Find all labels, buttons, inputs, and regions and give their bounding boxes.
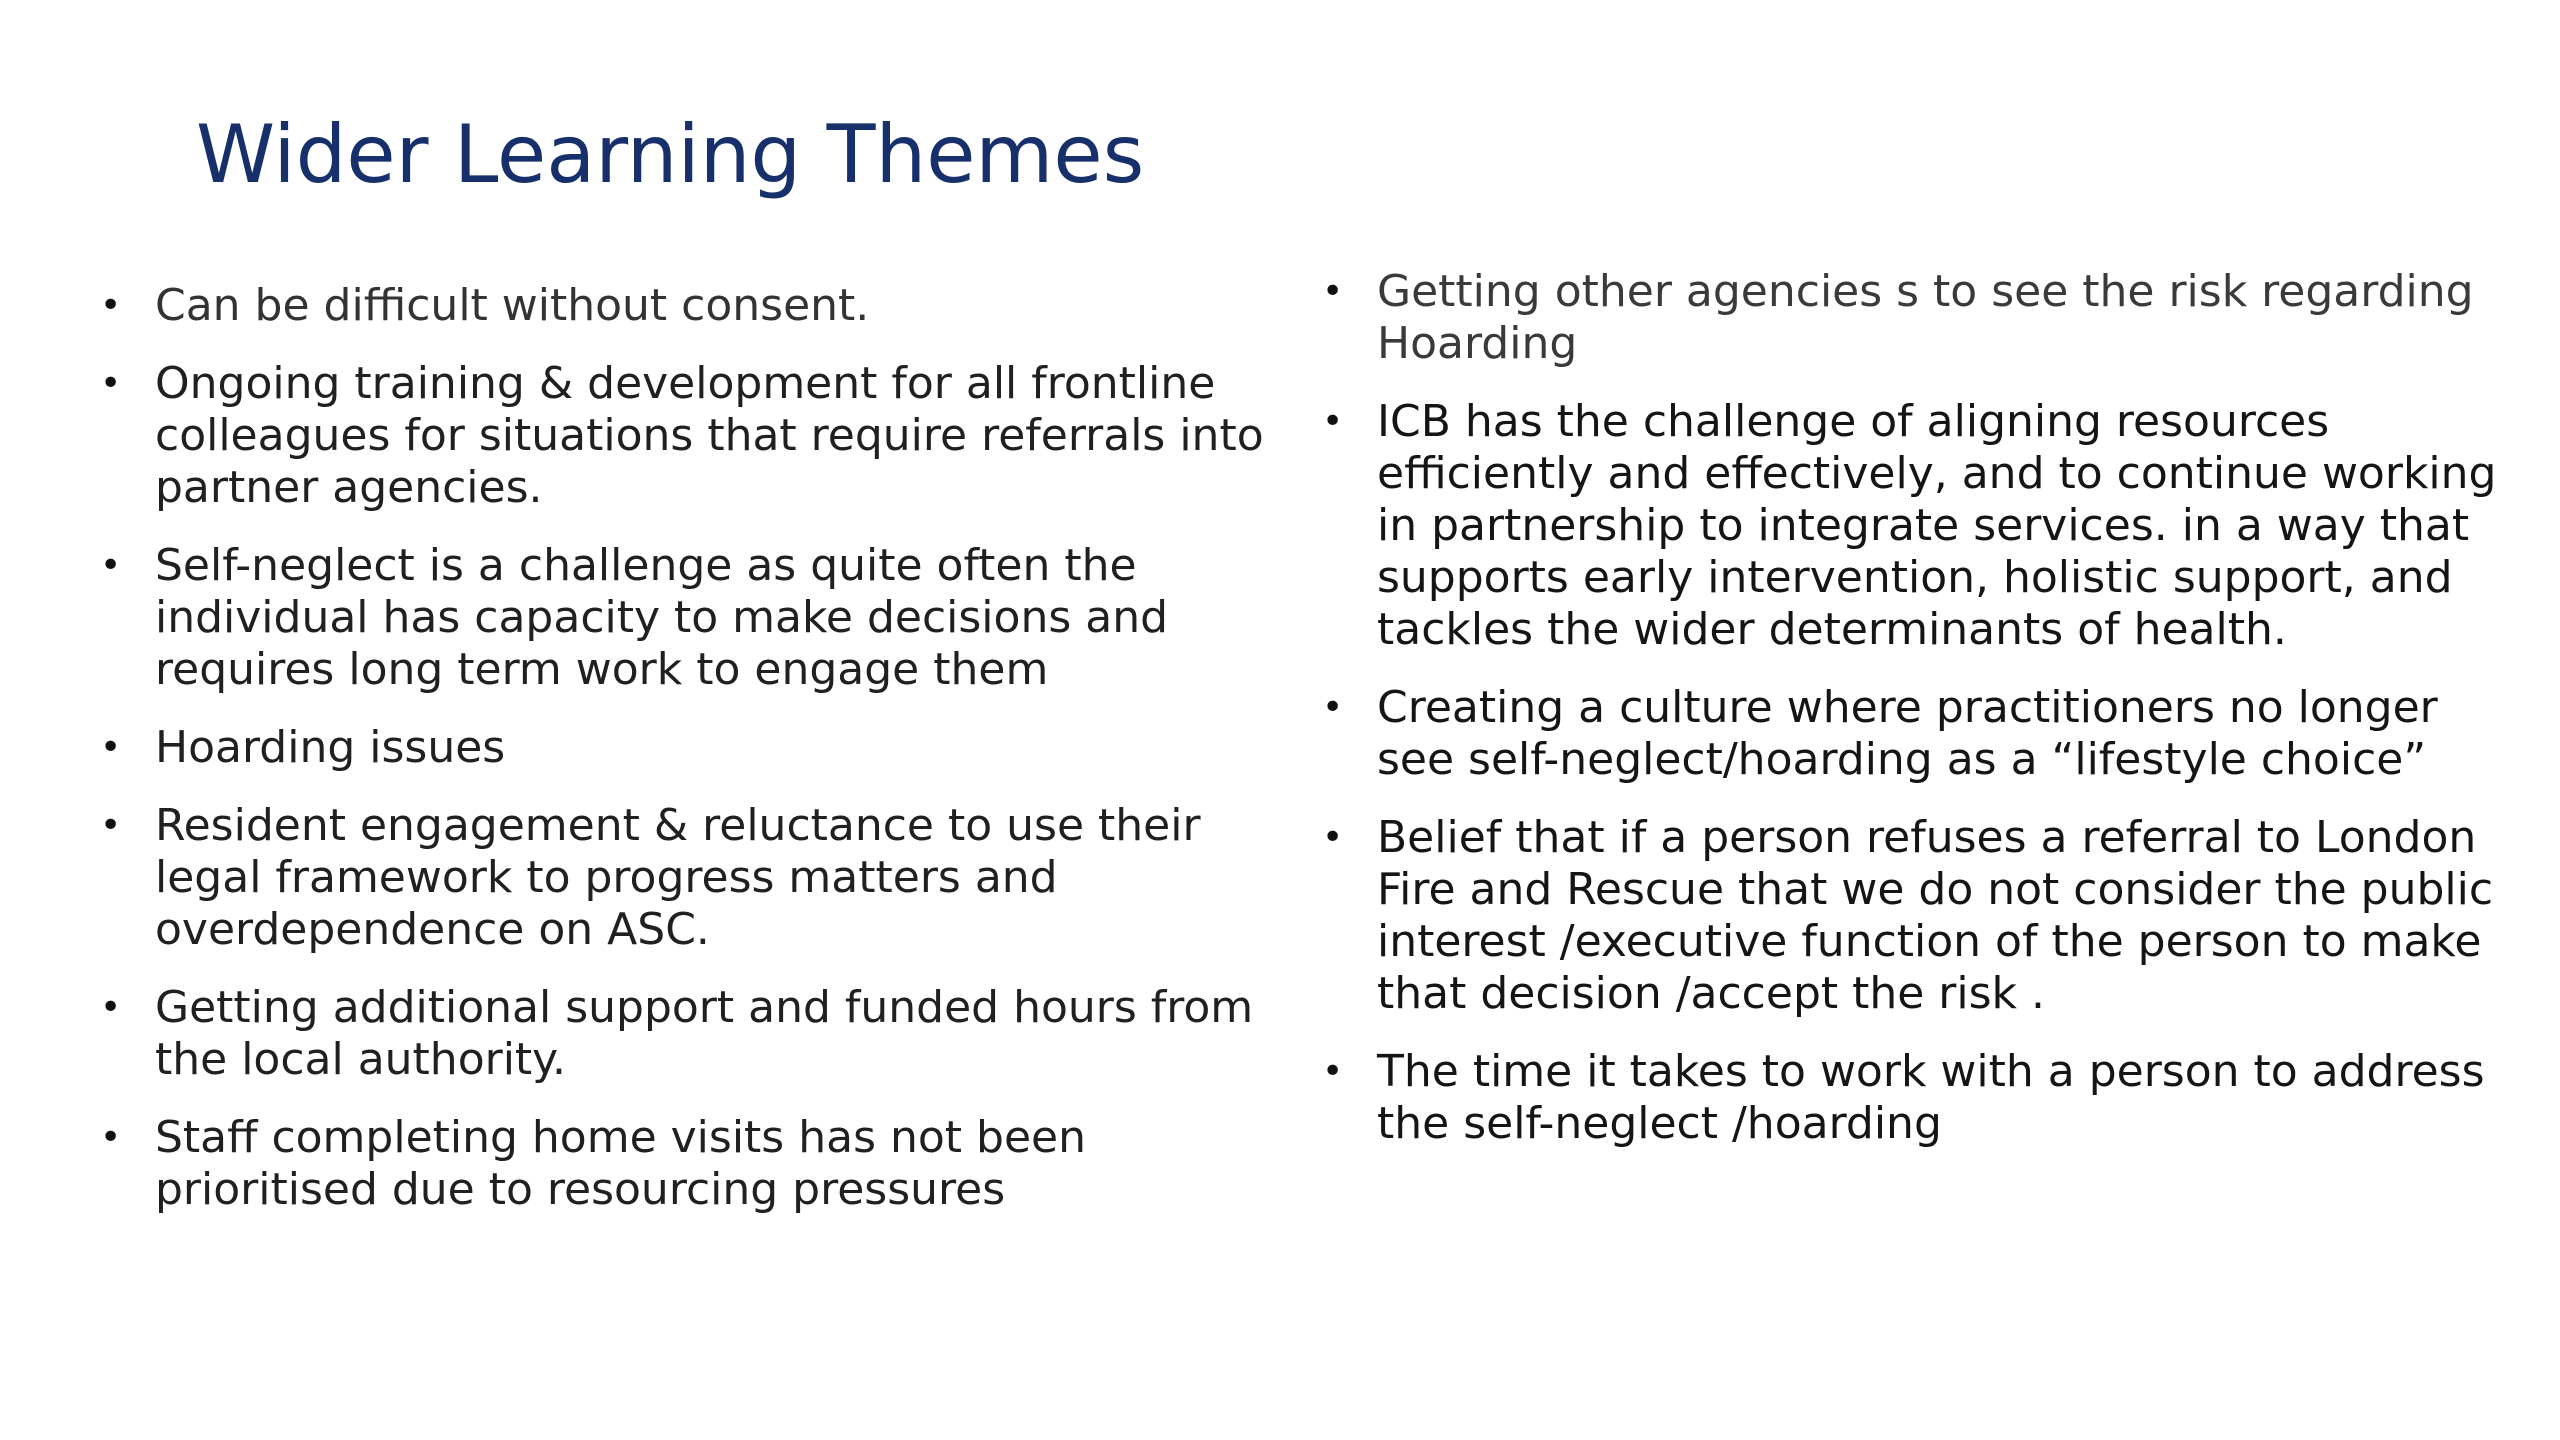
bullet-icon: • [1322, 817, 1344, 858]
list-item [100, 722, 1280, 774]
bullet-icon: • [100, 285, 122, 326]
right-bullet-list [1322, 266, 2502, 1176]
bullet-icon: • [100, 805, 122, 846]
list-item-text: ICB has the challenge of aligning resources efficiently and effectively, and to continue working in partnership to integrate services. in a way that supports early intervention, holistic support, and tackles the wider determinants of health. [1377, 396, 2497, 655]
list-item [100, 1112, 1280, 1216]
list-item-text: Resident engagement & reluctance to use their legal framework to progress matters and overdependence on ASC. [155, 800, 1201, 955]
bullet-icon: • [1322, 401, 1344, 442]
bullet-icon: • [1322, 687, 1344, 728]
bullet-icon: • [100, 545, 122, 586]
list-item [100, 540, 1280, 696]
bullet-icon: • [1322, 271, 1344, 312]
bullet-icon: • [100, 363, 122, 404]
list-item-text: Staff completing home visits has not been prioritised due to resourcing pressures [155, 1112, 1086, 1215]
left-bullet-list [100, 280, 1280, 1242]
bullet-icon: • [100, 1117, 122, 1158]
list-item [100, 280, 1280, 332]
list-item [100, 800, 1280, 956]
bullet-icon: • [100, 727, 122, 768]
list-item-text: Belief that if a person refuses a referral to London Fire and Rescue that we do not consider the public interest /executive function of the person to make that decision /accept the risk . [1377, 812, 2494, 1019]
list-item-text: Creating a culture where practitioners no longer see self-neglect/hoarding as a “lifestyle choice” [1377, 682, 2438, 785]
slide-title: Wider Learning Themes [196, 108, 1145, 201]
list-item-text: Getting other agencies s to see the risk regarding Hoarding [1377, 266, 2474, 369]
list-item [1322, 266, 2502, 370]
list-item [1322, 1046, 2502, 1150]
list-item [1322, 812, 2502, 1020]
list-item-text: Hoarding issues [155, 722, 506, 773]
list-item-text: Ongoing training & development for all frontline colleagues for situations that require referrals into partner agencies. [155, 358, 1264, 513]
list-item [100, 982, 1280, 1086]
bullet-icon: • [1322, 1051, 1344, 1092]
list-item-text: Getting additional support and funded hours from the local authority. [155, 982, 1254, 1085]
list-item-text: Self-neglect is a challenge as quite often the individual has capacity to make decisions and requires long term work to engage them [155, 540, 1169, 695]
bullet-icon: • [100, 987, 122, 1028]
list-item [1322, 682, 2502, 786]
list-item [1322, 396, 2502, 656]
list-item-text: Can be difficult without consent. [155, 280, 870, 331]
list-item-text: The time it takes to work with a person to address the self-neglect /hoarding [1377, 1046, 2485, 1149]
list-item [100, 358, 1280, 514]
